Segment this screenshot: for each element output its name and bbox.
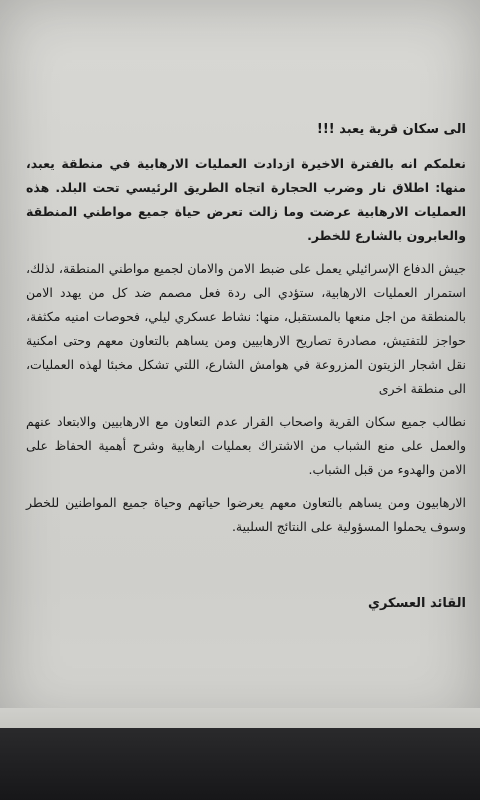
leaflet-body — [26, 118, 466, 548]
paragraph-4: الارهابيون ومن يساهم بالتعاون معهم يعرضوا حياتهم وحياة جميع المواطنين للخطر وسوف يحملوا المسؤولية على النتائج السلبية. — [26, 495, 466, 534]
signature: القائد العسكري — [368, 596, 466, 611]
paragraph-1: نعلمكم انه بالفترة الاخيرة ازدادت العمليات الارهابية في منطقة يعبد، منها: اطلاق نار وضرب الحجارة اتجاه الطريق الرئيسي تحت البلد. هذه العمليات الارهابية عرضت وما زالت تعرض حياة جميع مواطني المنطقة والعابرون بالشارع للخطر. — [26, 156, 466, 243]
paper-bottom-edge — [0, 708, 480, 728]
leaflet-heading: الى سكان قرية يعبد !!! — [316, 122, 466, 137]
paragraph-2: جيش الدفاع الإسرائيلي يعمل على ضبط الامن والامان لجميع مواطني المنطقة، لذلك، استمرار العمليات الارهابية، ستؤدي الى ردة فعل مصمم ضد كل من يهدد الامن بالمنطقة من اجل منعها بالمستقبل، منها: نشاط عسكري ليلي، فحوصات امنيه مكثفة، حواجز للتفتيش، مصادرة تصاريح الارهابيين ومن يساهم بالتعاون معهم وحتى امكنية نقل اشجار الزيتون المزروعة في هوامش الشارع، اللتي تشكل مخبئا لهذه العمليات، الى منطقة اخرى — [26, 261, 466, 396]
dark-background — [0, 728, 480, 800]
paragraph-3: نطالب جميع سكان القرية واصحاب القرار عدم التعاون مع الارهابيين والابتعاد عنهم والعمل على منع الشباب من الاشتراك بعمليات ارهابية وشرح أهمية الحفاظ على الامن والهدوء من قبل الشباب. — [26, 414, 466, 477]
